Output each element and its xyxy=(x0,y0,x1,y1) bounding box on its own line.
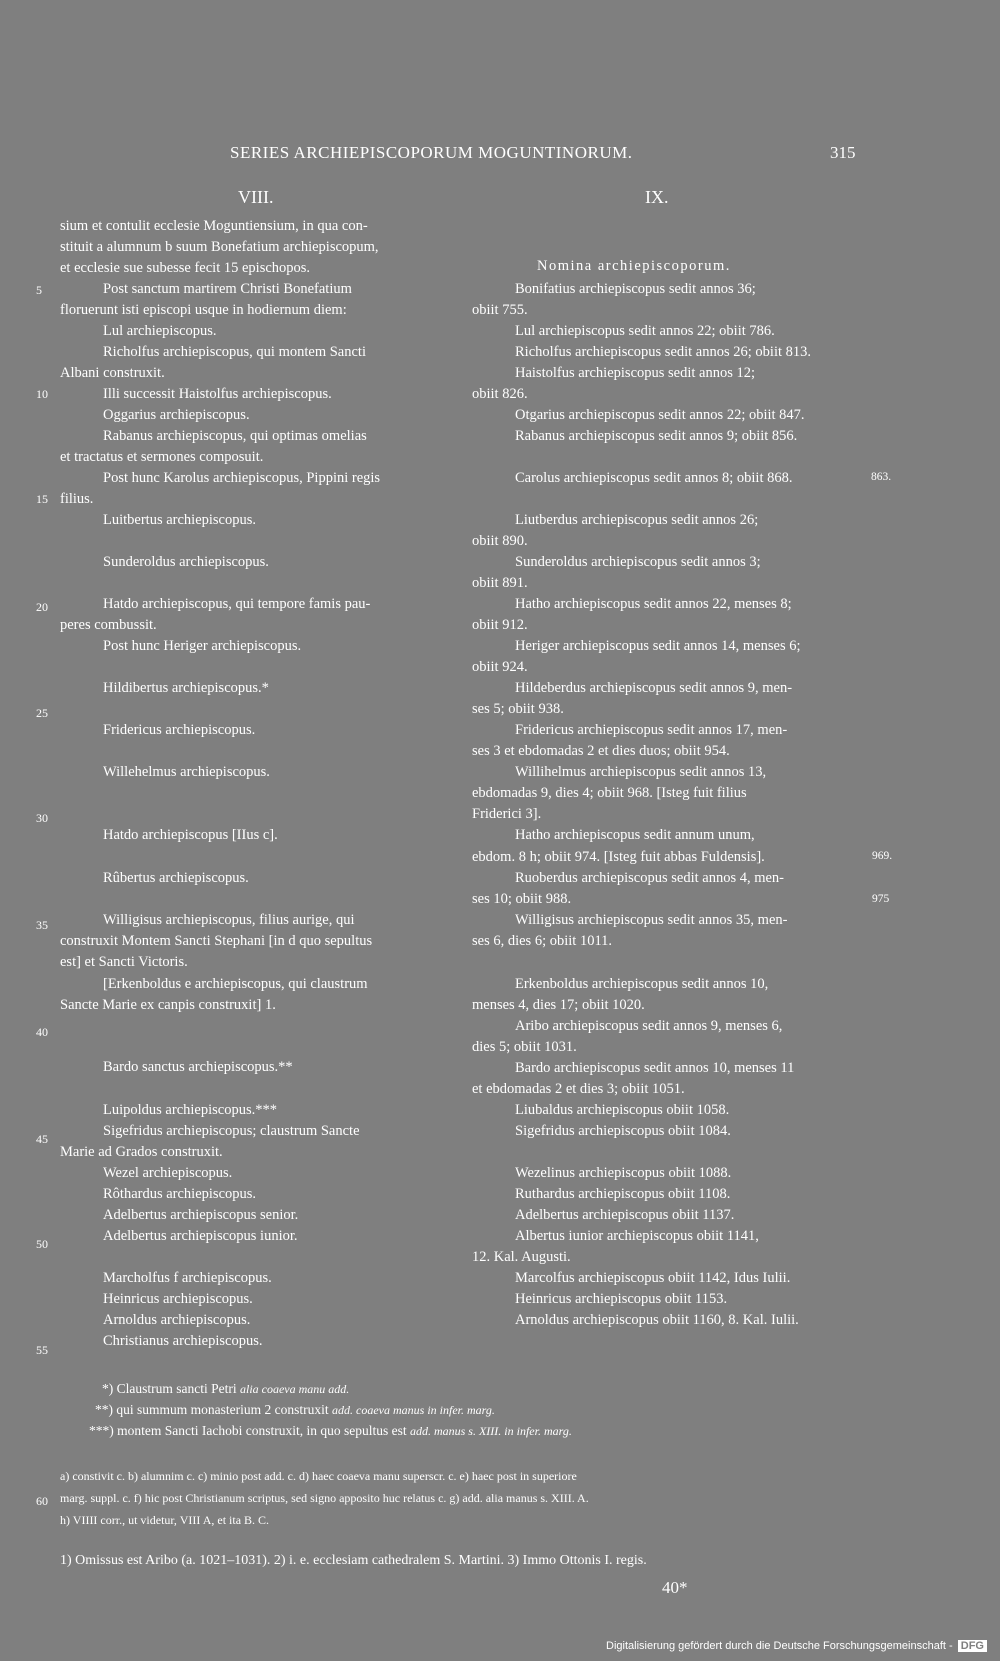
text-line: [Erkenboldus e archiepiscopus, qui claustrum xyxy=(103,976,368,992)
numbered-footnotes: 1) Omissus est Aribo (a. 1021–1031). 2) i. e. ecclesiam cathedralem S. Martini. 3) Immo Ottonis I. regis. xyxy=(60,1553,647,1568)
text-line: Hildeberdus archiepiscopus sedit annos 9, men- xyxy=(515,680,793,696)
text-line: Wezelinus archiepiscopus obiit 1088. xyxy=(515,1165,732,1181)
column-heading-left: VIII. xyxy=(238,187,274,207)
text-line: Hatdo archiepiscopus, qui tempore famis pau- xyxy=(103,596,371,612)
note-text: Claustrum sancti Petri xyxy=(116,1381,237,1396)
text-line: Heriger archiepiscopus sedit annos 14, menses 6; xyxy=(515,638,801,654)
note-text: montem Sancti Iachobi construxit, in quo sepultus est xyxy=(117,1423,407,1438)
star-note xyxy=(89,1423,572,1439)
text-line: obiit 891. xyxy=(472,575,528,591)
text-line: Richolfus archiepiscopus, qui montem Sancti xyxy=(103,344,366,360)
text-line: Hildibertus archiepiscopus.* xyxy=(103,680,269,696)
text-line: menses 4, dies 17; obiit 1020. xyxy=(472,997,645,1013)
text-line: ebdom. 8 h; obiit 974. [Isteg fuit abbas Fuldensis]. xyxy=(472,849,765,865)
text-line: Hatho archiepiscopus sedit annum unum, xyxy=(515,827,755,843)
funding-text: Digitalisierung gefördert durch die Deutsche Forschungsgemeinschaft - xyxy=(606,1640,953,1652)
text-line: est] et Sancti Victoris. xyxy=(60,954,188,970)
text-line: obiit 912. xyxy=(472,617,528,633)
footnote-line: marg. suppl. c. f) hic post Christianum scriptus, sed signo apposito huc relatus c. g) add. alia manus s. XIII. A. xyxy=(60,1491,589,1505)
text-line: Wezel archiepiscopus. xyxy=(103,1165,233,1181)
text-line: ses 5; obiit 938. xyxy=(472,701,564,717)
text-line: Sunderoldus archiepiscopus. xyxy=(103,554,269,570)
text-line: obiit 826. xyxy=(472,386,528,402)
text-line: Post sanctum martirem Christi Bonefatium xyxy=(103,281,352,297)
funding-bar xyxy=(606,1640,987,1652)
line-number: 50 xyxy=(36,1237,48,1251)
text-line: Adelbertus archiepiscopus senior. xyxy=(103,1207,299,1223)
text-line: obiit 924. xyxy=(472,659,528,675)
text-line: Bardo archiepiscopus sedit annos 10, menses 11 xyxy=(515,1060,795,1076)
footnote-line: h) VIIII corr., ut videtur, VIII A, et ita B. C. xyxy=(60,1513,270,1527)
text-line: Sigefridus archiepiscopus; claustrum Sancte xyxy=(103,1123,360,1139)
page-number: 315 xyxy=(830,143,856,162)
text-line: construxit Montem Sancti Stephani [in d quo sepultus xyxy=(60,933,373,949)
footnote-line: a) constivit c. b) alumnim c. c) minio post add. c. d) haec coaeva manu superscr. c. e) haec post in superiore xyxy=(60,1469,577,1483)
text-line: Willehelmus archiepiscopus. xyxy=(103,764,270,780)
dfg-logo: DFG xyxy=(958,1640,987,1652)
text-line: Arnoldus archiepiscopus. xyxy=(103,1312,251,1328)
text-line: Rûbertus archiepiscopus. xyxy=(103,870,249,886)
text-line: ses 3 et ebdomadas 2 et dies duos; obiit 954. xyxy=(472,743,730,759)
text-line: Oggarius archiepiscopus. xyxy=(103,407,250,423)
text-line: Sancte Marie ex canpis construxit] 1. xyxy=(60,997,276,1013)
line-number: 40 xyxy=(36,1025,48,1039)
line-number: 55 xyxy=(36,1343,48,1357)
column-subheading: Nomina archiepiscoporum. xyxy=(537,258,731,274)
text-line: Ruthardus archiepiscopus obiit 1108. xyxy=(515,1186,731,1202)
text-line: Otgarius archiepiscopus sedit annos 22; obiit 847. xyxy=(515,407,805,423)
text-line: Rabanus archiepiscopus sedit annos 9; obiit 856. xyxy=(515,428,798,444)
text-line: Sigefridus archiepiscopus obiit 1084. xyxy=(515,1123,731,1139)
text-line: Ruoberdus archiepiscopus sedit annos 4, men- xyxy=(515,870,785,886)
text-line: Sunderoldus archiepiscopus sedit annos 3; xyxy=(515,554,761,570)
text-line: Adelbertus archiepiscopus obiit 1137. xyxy=(515,1207,735,1223)
line-number: 10 xyxy=(36,387,48,401)
text-line: ses 6, dies 6; obiit 1011. xyxy=(472,933,613,949)
text-line: dies 5; obiit 1031. xyxy=(472,1039,577,1055)
text-line: Bardo sanctus archiepiscopus.** xyxy=(103,1059,293,1075)
text-line: obiit 890. xyxy=(472,533,528,549)
text-line: peres combussit. xyxy=(60,617,157,633)
text-line: Albertus iunior archiepiscopus obiit 1141, xyxy=(515,1228,759,1244)
text-line: Bonifatius archiepiscopus sedit annos 36; xyxy=(515,281,756,297)
text-line: Illi successit Haistolfus archiepiscopus. xyxy=(103,386,332,402)
line-number: 35 xyxy=(36,918,48,932)
text-line: Albani construxit. xyxy=(60,365,165,381)
signature-mark: 40* xyxy=(662,1578,688,1597)
text-line: et tractatus et sermones composuit. xyxy=(60,449,264,465)
text-line: stituit a alumnum b suum Bonefatium archiepiscopum, xyxy=(60,239,379,255)
line-number: 30 xyxy=(36,811,48,825)
text-line: Post hunc Heriger archiepiscopus. xyxy=(103,638,302,654)
text-line: Luitbertus archiepiscopus. xyxy=(103,512,257,528)
note-remark: add. coaeva manus in infer. marg. xyxy=(332,1403,495,1417)
text-line: ses 10; obiit 988. xyxy=(472,891,572,907)
note-mark: ***) xyxy=(89,1423,114,1438)
text-line: Aribo archiepiscopus sedit annos 9, menses 6, xyxy=(515,1018,783,1034)
text-line: Marie ad Grados construxit. xyxy=(60,1144,223,1160)
text-line: Marcolfus archiepiscopus obiit 1142, Idus Iulii. xyxy=(515,1270,791,1286)
star-note xyxy=(95,1402,495,1418)
text-line: Liutberdus archiepiscopus sedit annos 26; xyxy=(515,512,759,528)
line-number: 15 xyxy=(36,492,48,506)
text-line: Marcholfus f archiepiscopus. xyxy=(103,1270,272,1286)
margin-year: 969. xyxy=(872,850,893,862)
note-mark: *) xyxy=(102,1381,114,1396)
text-line: obiit 755. xyxy=(472,302,528,318)
text-line: Post hunc Karolus archiepiscopus, Pippini regis xyxy=(103,470,381,486)
text-line: Richolfus archiepiscopus sedit annos 26; obiit 813. xyxy=(515,344,812,360)
running-header: SERIES ARCHIEPISCOPORUM MOGUNTINORUM. xyxy=(230,143,633,162)
text-line: Fridericus archiepiscopus sedit annos 17, men- xyxy=(515,722,788,738)
text-line: Friderici 3]. xyxy=(472,806,542,822)
line-number: 25 xyxy=(36,706,48,720)
text-line: Adelbertus archiepiscopus iunior. xyxy=(103,1228,298,1244)
text-line: Willigisus archiepiscopus, filius aurige, qui xyxy=(103,912,355,928)
text-line: Rôthardus archiepiscopus. xyxy=(103,1186,257,1202)
text-line: Luipoldus archiepiscopus.*** xyxy=(103,1102,277,1118)
text-line: Erkenboldus archiepiscopus sedit annos 10, xyxy=(515,976,769,992)
star-note xyxy=(102,1381,349,1397)
note-text: qui summum monasterium 2 construxit xyxy=(116,1402,329,1417)
text-line: Heinricus archiepiscopus obiit 1153. xyxy=(515,1291,728,1307)
text-line: Willihelmus archiepiscopus sedit annos 13, xyxy=(515,764,767,780)
note-remark: add. manus s. XIII. in infer. marg. xyxy=(409,1424,572,1438)
text-line: Arnoldus archiepiscopus obiit 1160, 8. Kal. Iulii. xyxy=(515,1312,799,1328)
text-line: Rabanus archiepiscopus, qui optimas omelias xyxy=(103,428,367,444)
line-number: 5 xyxy=(36,283,42,297)
text-line: Willigisus archiepiscopus sedit annos 35, men- xyxy=(515,912,788,928)
note-remark: alia coaeva manu add. xyxy=(239,1382,350,1396)
text-line: Carolus archiepiscopus sedit annos 8; obiit 868. xyxy=(515,470,793,486)
text-line: et ebdomadas 2 et dies 3; obiit 1051. xyxy=(472,1081,685,1097)
margin-year: 975 xyxy=(872,893,890,905)
text-line: Heinricus archiepiscopus. xyxy=(103,1291,253,1307)
text-line: floruerunt isti episcopi usque in hodiernum diem: xyxy=(60,302,347,318)
text-line: et ecclesie sue subesse fecit 15 epischopos. xyxy=(60,260,311,276)
line-number: 45 xyxy=(36,1132,48,1146)
text-line: Lul archiepiscopus. xyxy=(103,323,217,339)
text-line: Christianus archiepiscopus. xyxy=(103,1333,263,1349)
text-line: Hatho archiepiscopus sedit annos 22, menses 8; xyxy=(515,596,792,612)
text-line: filius. xyxy=(60,491,94,507)
note-mark: **) xyxy=(95,1402,113,1417)
text-line: 12. Kal. Augusti. xyxy=(472,1249,571,1265)
text-line: Liubaldus archiepiscopus obiit 1058. xyxy=(515,1102,730,1118)
text-line: Haistolfus archiepiscopus sedit annos 12; xyxy=(515,365,756,381)
text-line: Lul archiepiscopus sedit annos 22; obiit 786. xyxy=(515,323,775,339)
margin-year: 863. xyxy=(871,471,892,483)
text-line: Hatdo archiepiscopus [IIus c]. xyxy=(103,827,278,843)
text-line: Fridericus archiepiscopus. xyxy=(103,722,256,738)
line-number: 20 xyxy=(36,600,48,614)
column-heading-right: IX. xyxy=(645,187,669,207)
text-line: ebdomadas 9, dies 4; obiit 968. [Isteg fuit filius xyxy=(472,785,747,801)
text-line: sium et contulit ecclesie Moguntiensium, in qua con- xyxy=(60,218,368,234)
line-number: 60 xyxy=(36,1494,48,1508)
